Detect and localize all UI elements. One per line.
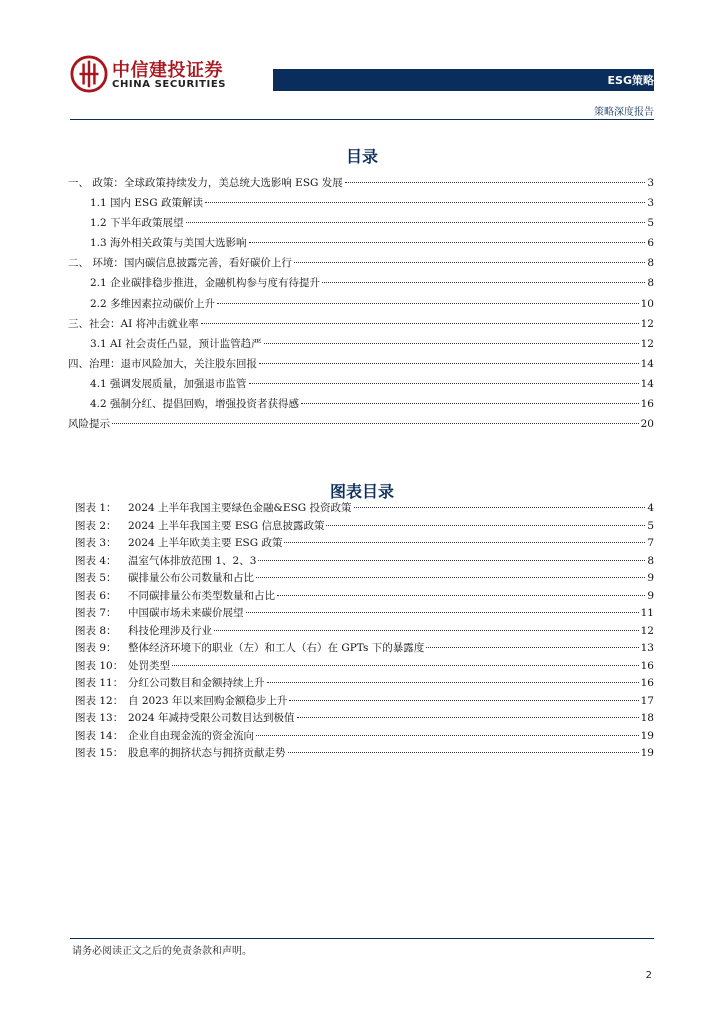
toc-entry[interactable] xyxy=(68,275,654,295)
footer-disclaimer: 请务必阅读正文之后的免责条款和声明。 xyxy=(72,946,252,957)
header-bar xyxy=(273,69,654,91)
toc-entry-page: 3 xyxy=(647,177,654,189)
figure-entry[interactable] xyxy=(75,500,654,518)
toc-title: 目录 xyxy=(345,147,378,166)
toc-entry-text: 一、 政策：全球政策持续发力，美总统大选影响 ESG 发展 xyxy=(68,177,343,189)
toc-entry[interactable] xyxy=(68,356,654,376)
toc-entry[interactable] xyxy=(68,235,654,255)
brand-name-cn: 中信建投证券 xyxy=(112,60,223,81)
figure-entry-label: 图表 12： xyxy=(75,694,124,707)
toc-leader-dots xyxy=(201,323,639,324)
toc-leader-dots xyxy=(249,242,646,243)
figure-leader-dots xyxy=(284,542,645,543)
figure-entry[interactable] xyxy=(75,535,654,553)
toc-leader-dots xyxy=(259,363,639,364)
toc-entry-text: 风险提示 xyxy=(68,418,110,431)
figure-entry-text: 整体经济环境下的职业（左）和工人（右）在 GPTs 下的暴露度 xyxy=(128,642,425,654)
figure-entry[interactable] xyxy=(75,658,654,676)
toc-entry-page: 20 xyxy=(640,418,654,431)
figure-entry[interactable] xyxy=(75,588,654,606)
figure-list xyxy=(75,500,654,763)
toc-leader-dots xyxy=(217,303,639,304)
figure-leader-dots xyxy=(246,612,639,613)
report-subtype-label: 策略深度报告 xyxy=(594,107,654,118)
figure-entry-page: 8 xyxy=(647,554,654,567)
figure-entry-page: 11 xyxy=(640,607,654,619)
china-securities-logo-icon xyxy=(70,55,108,93)
toc-entry-text: 2.1 企业碳排稳步推进，金融机构参与度有待提升 xyxy=(90,277,321,290)
figure-entry[interactable] xyxy=(75,745,654,763)
figure-entry-label: 图表 6： xyxy=(75,589,117,602)
figure-entry-text: 不同碳排量公布类型数量和占比 xyxy=(128,589,275,602)
toc-entry-page: 16 xyxy=(640,398,654,411)
figure-leader-dots xyxy=(326,525,645,526)
toc-entry-text: 四、治理：退市风险加大，关注股东回报 xyxy=(68,357,257,370)
figure-leader-dots xyxy=(256,577,645,578)
report-type-label: ESG策略 xyxy=(607,74,654,87)
figure-entry-page: 12 xyxy=(640,624,654,637)
figure-entry-label: 图表 15： xyxy=(75,747,124,759)
toc-entry[interactable] xyxy=(68,396,654,416)
figure-entry[interactable] xyxy=(75,693,654,711)
figure-leader-dots xyxy=(289,700,638,701)
footer-divider xyxy=(70,938,654,939)
figure-entry-page: 16 xyxy=(640,677,654,689)
figure-entry-label: 图表 11： xyxy=(75,677,124,689)
toc-leader-dots xyxy=(112,423,639,424)
figure-entry[interactable] xyxy=(75,553,654,571)
figure-leader-dots xyxy=(256,735,639,736)
toc-entry[interactable] xyxy=(68,416,654,436)
toc-entry-text: 2.2 多维因素拉动碳价上升 xyxy=(90,297,216,310)
figure-entry-label: 图表 2： xyxy=(75,519,117,532)
figure-entry-page: 9 xyxy=(647,589,654,602)
toc-entry[interactable] xyxy=(68,376,654,396)
figure-entry-label: 图表 13： xyxy=(75,712,124,724)
toc-entry-text: 1.3 海外相关政策与美国大选影响 xyxy=(90,237,247,250)
figure-entry[interactable] xyxy=(75,710,654,728)
toc-leader-dots xyxy=(322,282,645,283)
figure-entry-page: 18 xyxy=(640,712,654,724)
toc-entry[interactable] xyxy=(68,316,654,336)
figure-entry-page: 17 xyxy=(640,694,654,707)
toc-entry-page: 8 xyxy=(647,257,654,270)
figure-leader-dots xyxy=(277,595,645,596)
toc-entry-text: 1.2 下半年政策展望 xyxy=(90,217,184,230)
figure-entry-text: 2024 上半年欧美主要 ESG 政策 xyxy=(128,537,283,549)
figure-leader-dots xyxy=(214,630,639,631)
toc-entry-text: 4.2 强制分红、提倡回购，增强投资者获得感 xyxy=(90,398,300,411)
toc-entry[interactable] xyxy=(68,336,654,356)
figure-entry-text: 分红公司数目和金额持续上升 xyxy=(128,677,265,689)
figure-entry[interactable] xyxy=(75,640,654,658)
toc-leader-dots xyxy=(294,262,645,263)
toc-entry[interactable] xyxy=(68,175,654,195)
figure-entry-page: 19 xyxy=(640,729,654,742)
figure-entry[interactable] xyxy=(75,605,654,623)
toc-leader-dots xyxy=(205,202,645,203)
figure-entry-text: 2024 上半年我国主要绿色金融&ESG 投资政策 xyxy=(128,502,352,514)
figure-entry-page: 9 xyxy=(647,572,654,584)
toc-leader-dots xyxy=(345,182,646,183)
figure-entry-label: 图表 5： xyxy=(75,572,117,584)
toc-leader-dots xyxy=(186,222,646,223)
figure-leader-dots xyxy=(354,507,646,508)
page-number: 2 xyxy=(645,970,652,981)
figure-entry-label: 图表 14： xyxy=(75,729,124,742)
figure-entry-page: 16 xyxy=(640,659,654,672)
figure-entry-label: 图表 4： xyxy=(75,554,117,567)
figure-entry-page: 7 xyxy=(647,537,654,549)
figure-entry[interactable] xyxy=(75,728,654,746)
figure-entry-text: 科技伦理涉及行业 xyxy=(128,624,212,637)
figure-entry-page: 13 xyxy=(640,642,654,654)
toc-list xyxy=(68,175,654,436)
figure-entry[interactable] xyxy=(75,623,654,641)
figure-entry-text: 企业自由现金流的资金流向 xyxy=(128,729,254,742)
figure-leader-dots xyxy=(258,560,645,561)
toc-entry-page: 12 xyxy=(640,317,654,330)
figure-entry-text: 2024 上半年我国主要 ESG 信息披露政策 xyxy=(128,519,325,532)
figure-entry-text: 处罚类型 xyxy=(128,659,170,672)
header-divider xyxy=(70,119,654,120)
figure-list-title: 图表目录 xyxy=(329,482,394,501)
figure-leader-dots xyxy=(288,752,639,753)
toc-entry-text: 二、 环境：国内碳信息披露完善，看好碳价上行 xyxy=(68,257,292,270)
toc-entry[interactable] xyxy=(68,195,654,215)
figure-entry-page: 19 xyxy=(640,747,654,759)
toc-leader-dots xyxy=(301,403,639,404)
figure-leader-dots xyxy=(172,665,639,666)
figure-entry[interactable] xyxy=(75,675,654,693)
figure-entry-label: 图表 8： xyxy=(75,624,117,637)
figure-entry-page: 4 xyxy=(647,502,654,514)
figure-entry-label: 图表 7： xyxy=(75,607,117,619)
figure-entry-label: 图表 9： xyxy=(75,642,117,654)
figure-entry-text: 自 2023 年以来回购金额稳步上升 xyxy=(128,694,288,707)
figure-entry-text: 温室气体排放范围 1、2、3 xyxy=(128,554,257,567)
toc-entry-text: 3.1 AI 社会责任凸显，预计监管趋严 xyxy=(90,337,262,350)
figure-entry-label: 图表 3： xyxy=(75,537,117,549)
figure-entry-label: 图表 1： xyxy=(75,502,117,514)
toc-entry-page: 6 xyxy=(647,237,654,250)
toc-entry[interactable] xyxy=(68,215,654,235)
toc-leader-dots xyxy=(264,343,639,344)
toc-entry[interactable] xyxy=(68,255,654,275)
figure-entry-text: 中国碳市场未来碳价展望 xyxy=(128,607,244,619)
toc-entry-text: 4.1 强调发展质量，加强退市监管 xyxy=(90,377,247,390)
toc-entry-page: 12 xyxy=(640,337,654,350)
figure-leader-dots xyxy=(426,647,638,648)
figure-entry-page: 5 xyxy=(647,519,654,532)
figure-entry-text: 股息率的拥挤状态与拥挤贡献走势 xyxy=(128,747,286,759)
brand-name-en: CHINA SECURITIES xyxy=(112,79,227,90)
figure-entry[interactable] xyxy=(75,518,654,536)
toc-entry-page: 14 xyxy=(640,377,654,390)
toc-leader-dots xyxy=(249,383,639,384)
figure-entry-text: 碳排量公布公司数量和占比 xyxy=(128,572,254,584)
toc-entry-page: 10 xyxy=(640,297,654,310)
figure-entry-label: 图表 10： xyxy=(75,659,124,672)
toc-entry-page: 8 xyxy=(647,277,654,290)
figure-leader-dots xyxy=(297,717,639,718)
figure-entry[interactable] xyxy=(75,570,654,588)
toc-entry[interactable] xyxy=(68,296,654,316)
figure-leader-dots xyxy=(267,682,639,683)
toc-entry-page: 14 xyxy=(640,357,654,370)
toc-entry-text: 三、社会：AI 将冲击就业率 xyxy=(68,317,199,330)
toc-entry-page: 3 xyxy=(647,197,654,210)
toc-entry-text: 1.1 国内 ESG 政策解读 xyxy=(90,197,203,210)
toc-entry-page: 5 xyxy=(647,217,654,230)
figure-entry-text: 2024 年减持受限公司数目达到极值 xyxy=(128,712,295,724)
